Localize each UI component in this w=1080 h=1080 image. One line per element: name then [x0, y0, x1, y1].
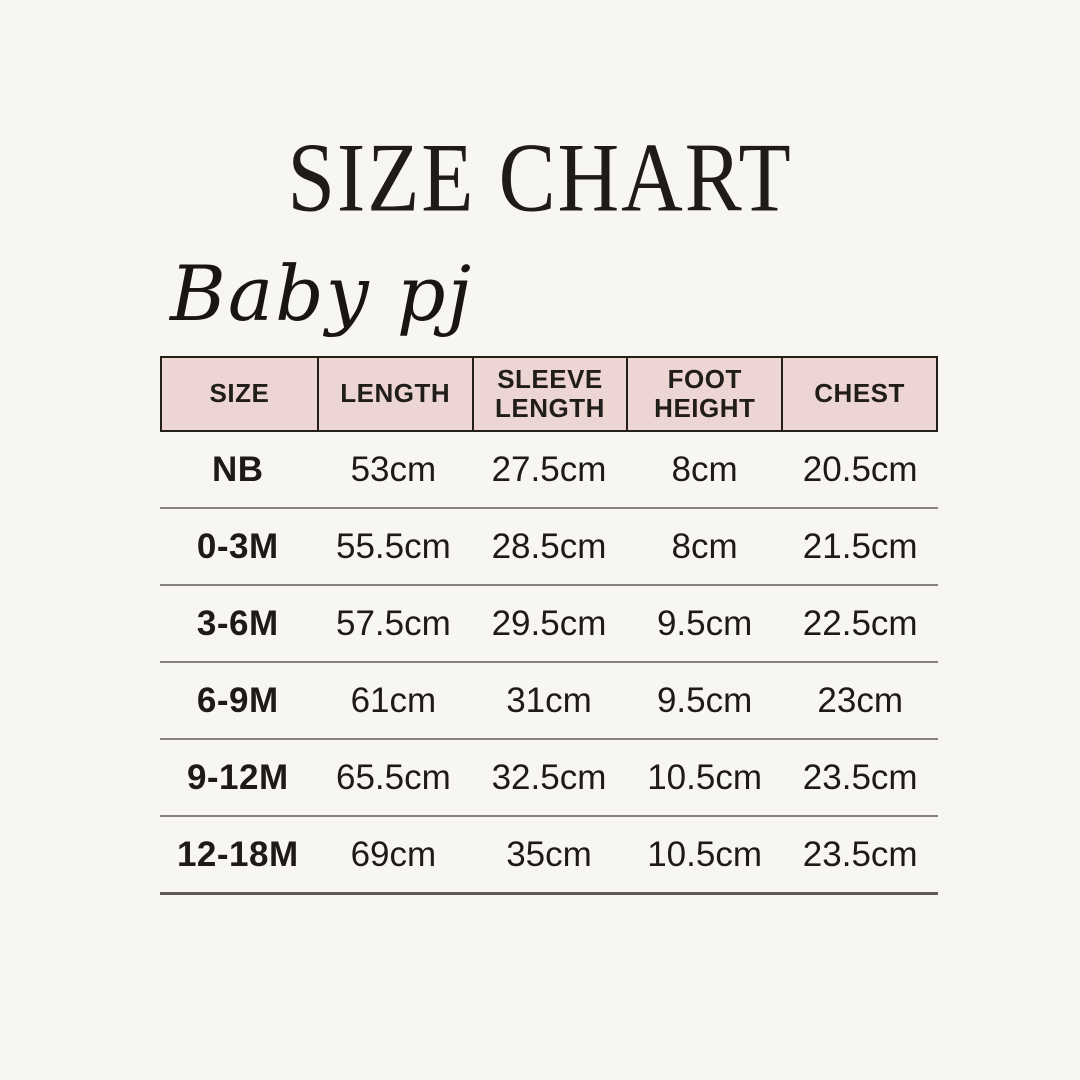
cell-length: 57.5cm [336, 603, 451, 643]
cell-chest: 23cm [817, 680, 903, 720]
cell-size: 9-12M [186, 757, 289, 797]
cell-chest: 23.5cm [802, 757, 918, 797]
column-header-length: LENGTH [317, 358, 472, 430]
cell-chest: 23.5cm [802, 834, 918, 874]
cell-length: 55.5cm [336, 526, 451, 566]
cell-length: 65.5cm [336, 757, 451, 797]
cell-foot-height: 8cm [671, 449, 738, 489]
cell-foot-height: 9.5cm [656, 603, 753, 643]
table-row-6-9m [160, 663, 938, 740]
cell-sleeve-length: 31cm [506, 680, 592, 720]
column-header-foot-height: FOOT HEIGHT [626, 358, 781, 430]
table-row-3-6m [160, 586, 938, 663]
cell-length: 61cm [350, 680, 437, 720]
cell-size: NB [212, 449, 264, 489]
table-header-row [160, 356, 938, 432]
table-row-12-18m [160, 817, 938, 895]
column-header-sleeve-length: SLEEVE LENGTH [472, 358, 627, 430]
column-header-chest: CHEST [781, 358, 936, 430]
cell-sleeve-length: 35cm [506, 834, 592, 874]
cell-length: 53cm [350, 449, 437, 489]
cell-foot-height: 10.5cm [647, 834, 762, 874]
brand-script-text: Baby pj [170, 249, 474, 338]
cell-size: 12-18M [176, 834, 299, 874]
page-title: SIZE CHART [287, 124, 793, 233]
cell-foot-height: 8cm [671, 526, 738, 566]
table-body [160, 432, 938, 895]
cell-size: 6-9M [196, 680, 279, 720]
table-row-0-3m [160, 509, 938, 586]
cell-sleeve-length: 27.5cm [491, 449, 607, 489]
cell-sleeve-length: 28.5cm [491, 526, 607, 566]
cell-foot-height: 9.5cm [656, 680, 753, 720]
cell-length: 69cm [350, 834, 437, 874]
cell-foot-height: 10.5cm [647, 757, 762, 797]
cell-chest: 22.5cm [802, 603, 918, 643]
column-header-size: SIZE [209, 378, 270, 409]
size-chart-table [160, 356, 938, 895]
table-row-9-12m [160, 740, 938, 817]
cell-size: 0-3M [196, 526, 279, 566]
cell-sleeve-length: 29.5cm [491, 603, 607, 643]
table-row-nb [160, 432, 938, 509]
cell-sleeve-length: 32.5cm [491, 757, 607, 797]
cell-size: 3-6M [196, 603, 279, 643]
cell-chest: 21.5cm [802, 526, 918, 566]
cell-chest: 20.5cm [802, 449, 918, 489]
